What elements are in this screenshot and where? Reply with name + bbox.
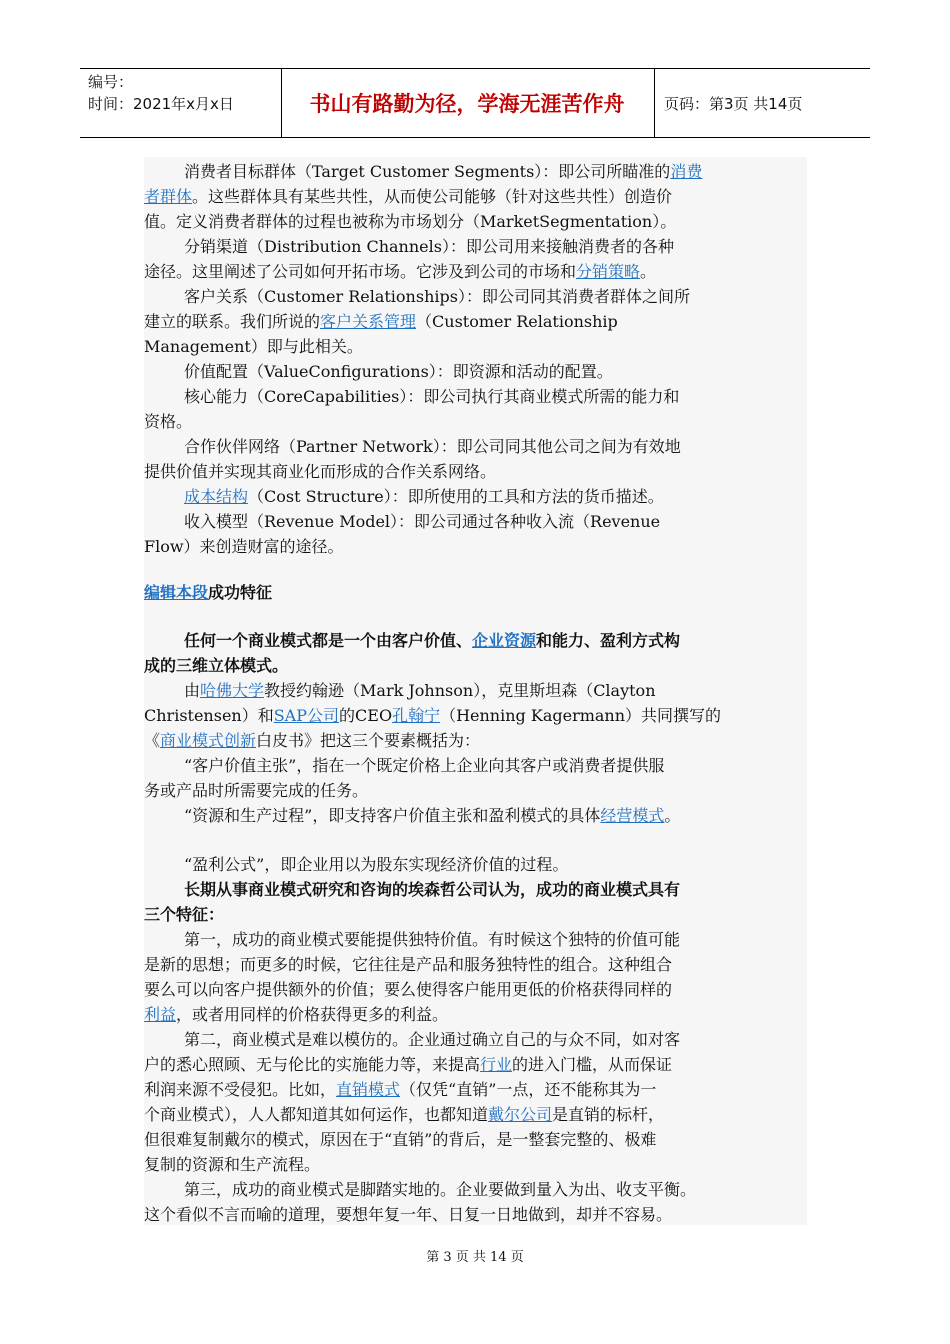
- link-benefit[interactable]: 利益: [144, 1005, 177, 1024]
- text-span: ，或者用同样的价格获得更多的利益。: [176, 1005, 449, 1024]
- text-span: 任何一个商业模式都是一个由客户价值、: [184, 631, 473, 650]
- text-line: 但很难复制戴尔的模式，原因在于“直销”的背后，是一整套完整的、极难: [144, 1130, 657, 1149]
- text-line: 核心能力（CoreCapabilities）：即公司执行其商业模式所需的能力和: [184, 387, 680, 406]
- time-label: 时间：2021年x月x日: [88, 95, 234, 113]
- text-span: 和能力、盈利方式构: [536, 631, 681, 650]
- text-line: 客户关系（Customer Relationships）：即公司同其消费者群体之间所: [184, 287, 690, 306]
- link-consumer-groups[interactable]: 消费: [670, 162, 703, 181]
- link-kagermann[interactable]: 孔翰宁: [392, 706, 441, 725]
- text-line: “客户价值主张”，指在一个既定价格上企业向其客户或消费者提供服: [184, 756, 665, 775]
- text-span: 的进入门槛，从而保证: [512, 1055, 673, 1074]
- link-crm[interactable]: 客户关系管理: [320, 312, 417, 331]
- text-line: 这个看似不言而喻的道理，要想年复一年、日复一日地做到，却并不容易。: [144, 1205, 673, 1224]
- text-span: 《: [144, 731, 161, 750]
- text-span: 户的悉心照顾、无与伦比的实施能力等，来提高: [144, 1055, 481, 1074]
- text-line: [144, 310, 618, 334]
- text-line: 值。定义消费者群体的过程也被称为市场划分（MarketSegmentation）。: [144, 212, 677, 231]
- link-dell[interactable]: 戴尔公司: [488, 1105, 553, 1124]
- text-line: 成的三维立体模式。: [144, 656, 289, 675]
- text-span: （Cost Structure）：即所使用的工具和方法的货币描述。: [248, 487, 664, 506]
- text-line: [184, 804, 680, 828]
- text-span: Christensen）和: [144, 706, 274, 725]
- text-span: （Henning Kagermann）共同撰写的: [440, 706, 722, 725]
- text-line: 分销渠道（Distribution Channels）：即公司用来接触消费者的各种: [184, 237, 674, 256]
- text-line: 第二，商业模式是难以模仿的。企业通过确立自己的与众不同，如对客: [184, 1030, 681, 1049]
- text-span: “资源和生产过程”，即支持客户价值主张和盈利模式的具体: [184, 806, 601, 825]
- text-span: （Customer Relationship: [416, 312, 618, 331]
- text-span: 。: [664, 806, 681, 825]
- text-line: 第三，成功的商业模式是脚踏实地的。企业要做到量入为出、收支平衡。: [184, 1180, 697, 1199]
- header-divider: [654, 69, 655, 137]
- number-label: 编号：: [88, 73, 134, 91]
- link-consumer-groups-cont[interactable]: 者群体: [144, 187, 193, 206]
- link-direct-sales[interactable]: 直销模式: [336, 1080, 401, 1099]
- link-sap[interactable]: SAP公司: [273, 706, 340, 725]
- text-line: 资格。: [144, 412, 193, 431]
- text-line: 长期从事商业模式研究和咨询的埃森哲公司认为，成功的商业模式具有: [184, 880, 681, 899]
- text-span: 途径。这里阐述了公司如何开拓市场。它涉及到公司的市场和: [144, 262, 577, 281]
- header-page-info: 页码：第3页 共14页: [664, 94, 803, 113]
- text-span: 由: [184, 681, 201, 700]
- text-span: 建立的联系。我们所说的: [144, 312, 321, 331]
- text-span: （仅凭“直销”一点，还不能称其为一: [400, 1080, 657, 1099]
- text-line: [184, 629, 680, 653]
- text-line: 合作伙伴网络（Partner Network）：即公司同其他公司之间为有效地: [184, 437, 681, 456]
- text-line: Flow）来创造财富的途径。: [144, 537, 344, 556]
- section-title: 成功特征: [208, 583, 273, 602]
- header-motto: 书山有路勤为径，学海无涯苦作舟: [309, 92, 625, 116]
- text-line: [144, 1078, 656, 1102]
- text-span: 利润来源不受侵犯。比如，: [144, 1080, 337, 1099]
- page-footer: 第 3 页 共 14 页: [426, 1250, 524, 1265]
- text-span: 是直销的标杆，: [552, 1105, 665, 1124]
- text-line: [144, 729, 480, 753]
- link-industry[interactable]: 行业: [480, 1055, 513, 1074]
- text-line: [144, 1053, 672, 1077]
- link-business-model-innovation[interactable]: 商业模式创新: [160, 731, 257, 750]
- text-span: 。: [640, 262, 657, 281]
- header-meta: [88, 71, 278, 115]
- text-line: [144, 1003, 448, 1027]
- text-span: 个商业模式），人人都知道其如何运作，也都知道: [144, 1105, 489, 1124]
- section-heading: [144, 581, 272, 605]
- edit-section-link[interactable]: 编辑本段: [144, 583, 209, 602]
- link-harvard[interactable]: 哈佛大学: [200, 681, 265, 700]
- text-line: [144, 260, 656, 284]
- text-line: 是新的思想；而更多的时候，它往往是产品和服务独特性的组合。这种组合: [144, 955, 673, 974]
- text-span: 教授约翰逊（Mark Johnson），克里斯坦森（Clayton: [264, 681, 656, 700]
- text-line: 收入模型（Revenue Model）：即公司通过各种收入流（Revenue: [184, 512, 661, 531]
- text-line: 务或产品时所需要完成的任务。: [144, 781, 369, 800]
- text-span: 。这些群体具有某些共性，从而使公司能够（针对这些共性）创造价: [192, 187, 673, 206]
- link-cost-structure[interactable]: 成本结构: [184, 487, 249, 506]
- text-line: 三个特征：: [144, 905, 225, 924]
- text-line: 复制的资源和生产流程。: [144, 1155, 321, 1174]
- text-line: 要么可以向客户提供额外的价值；要么使得客户能用更低的价格获得同样的: [144, 980, 673, 999]
- text-line: 提供价值并实现其商业化而形成的合作关系网络。: [144, 462, 497, 481]
- page-header: [80, 68, 870, 138]
- text-line: Management）即与此相关。: [144, 337, 363, 356]
- link-business-operations[interactable]: 经营模式: [600, 806, 665, 825]
- text-line: [184, 485, 664, 509]
- text-line: [144, 1103, 664, 1127]
- link-distribution-strategy[interactable]: 分销策略: [576, 262, 641, 281]
- text-line: [144, 704, 721, 728]
- text-line: 价值配置（ValueConfigurations）：即资源和活动的配置。: [184, 362, 613, 381]
- text-line: [144, 185, 672, 209]
- text-span: 消费者目标群体（Target Customer Segments）：即公司所瞄准的: [184, 162, 671, 181]
- link-enterprise-resources[interactable]: 企业资源: [472, 631, 537, 650]
- text-span: 白皮书》把这三个要素概括为：: [256, 731, 481, 750]
- text-line: [184, 679, 656, 703]
- text-span: 的CEO: [339, 706, 393, 725]
- text-line: [184, 160, 702, 184]
- text-line: “盈利公式”，即企业用以为股东实现经济价值的过程。: [184, 855, 569, 874]
- text-line: 第一，成功的商业模式要能提供独特价值。有时候这个独特的价值可能: [184, 930, 681, 949]
